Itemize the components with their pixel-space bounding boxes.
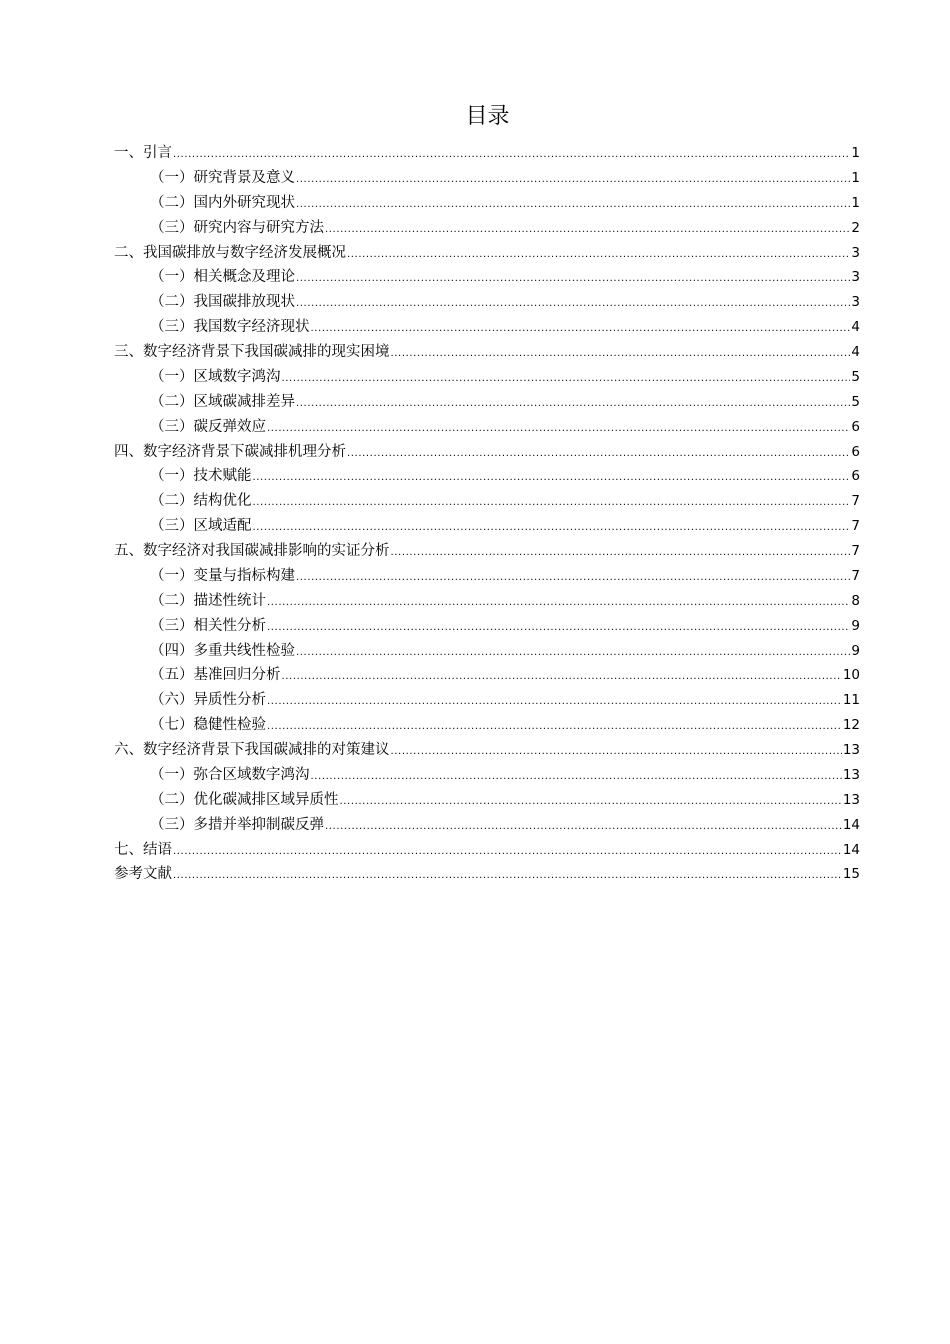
toc-page-number: 7 xyxy=(851,543,860,559)
toc-entry-section[interactable] xyxy=(114,564,860,589)
toc-entry-chapter[interactable] xyxy=(114,539,860,564)
toc-page-number: 3 xyxy=(851,244,860,261)
toc-entry-text: （一）区域数字鸿沟 xyxy=(150,368,281,385)
toc-page-number: 6 xyxy=(851,443,860,460)
toc-page-number: 2 xyxy=(851,219,860,236)
toc-page-number: 5 xyxy=(851,368,860,385)
toc-entry-chapter[interactable] xyxy=(114,862,860,887)
toc-entry-text: （四）多重共线性检验 xyxy=(150,642,295,659)
toc-entry-text: （一）变量与指标构建 xyxy=(150,567,295,584)
toc-dot-leader xyxy=(311,317,851,342)
toc-entry-section[interactable] xyxy=(114,614,860,639)
toc-entry-section[interactable] xyxy=(114,489,860,514)
toc-entry-section[interactable] xyxy=(114,514,860,539)
toc-entry-chapter[interactable] xyxy=(114,340,860,365)
toc-dot-leader xyxy=(173,864,842,889)
toc-entry-text: （二）我国碳排放现状 xyxy=(150,294,295,311)
toc-entry-text: 一、引言 xyxy=(114,145,172,161)
toc-dot-leader xyxy=(340,790,842,815)
toc-entry-section[interactable] xyxy=(114,713,860,738)
toc-entry-chapter[interactable] xyxy=(114,440,860,465)
toc-entry-text: 五、数字经济对我国碳减排影响的实证分析 xyxy=(114,543,390,559)
toc-dot-leader xyxy=(296,392,850,417)
toc-dot-leader xyxy=(267,616,850,641)
toc-page-number: 10 xyxy=(842,667,860,684)
toc-dot-leader xyxy=(391,740,842,765)
toc-entry-chapter[interactable] xyxy=(114,141,860,166)
toc-page-number: 6 xyxy=(851,418,860,435)
toc-entry-text: （一）研究背景及意义 xyxy=(150,169,295,186)
toc-page-number: 3 xyxy=(851,294,860,311)
toc-page-number: 5 xyxy=(851,393,860,410)
toc-entry-section[interactable] xyxy=(114,813,860,838)
toc-dot-leader xyxy=(253,516,851,541)
toc-entry-text: （一）弥合区域数字鸿沟 xyxy=(150,766,310,783)
toc-page-number: 7 xyxy=(851,493,860,510)
toc-entry-text: （三）相关性分析 xyxy=(150,617,266,634)
toc-entry-text: （七）稳健性检验 xyxy=(150,717,266,734)
toc-entry-section[interactable] xyxy=(114,191,860,216)
toc-entry-section[interactable] xyxy=(114,788,860,813)
toc-page-number: 15 xyxy=(842,866,860,883)
toc-page-number: 11 xyxy=(842,692,860,709)
toc-entry-text: 六、数字经济背景下我国碳减排的对策建议 xyxy=(114,742,390,758)
toc-entry-section[interactable] xyxy=(114,589,860,614)
toc-page-number: 12 xyxy=(842,717,860,734)
toc-entry-section[interactable] xyxy=(114,464,860,489)
toc-entry-text: （六）异质性分析 xyxy=(150,692,266,709)
toc-entry-text: （二）描述性统计 xyxy=(150,592,266,609)
toc-page-number: 14 xyxy=(842,841,860,858)
toc-entry-section[interactable] xyxy=(114,315,860,340)
toc-entry-text: 参考文献 xyxy=(114,866,172,883)
toc-page-number: 6 xyxy=(851,468,860,485)
toc-entry-text: （五）基准回归分析 xyxy=(150,667,281,684)
toc-entry-chapter[interactable] xyxy=(114,241,860,266)
toc-dot-leader xyxy=(391,342,851,367)
toc-list xyxy=(114,141,860,887)
toc-page-number: 9 xyxy=(851,642,860,659)
toc-page-number: 8 xyxy=(851,592,860,609)
toc-dot-leader xyxy=(391,541,851,566)
toc-entry-text: （三）区域适配 xyxy=(150,518,252,535)
toc-page-number: 13 xyxy=(842,766,860,783)
toc-entry-text: （一）技术赋能 xyxy=(150,468,252,485)
toc-entry-section[interactable] xyxy=(114,365,860,390)
toc-entry-text: （三）多措并举抑制碳反弹 xyxy=(150,816,324,833)
toc-page-number: 9 xyxy=(851,617,860,634)
toc-entry-text: 二、我国碳排放与数字经济发展概况 xyxy=(114,244,346,261)
toc-dot-leader xyxy=(267,715,842,740)
toc-page-number: 1 xyxy=(851,145,860,161)
toc-dot-leader xyxy=(325,218,850,243)
toc-entry-text: 七、结语 xyxy=(114,841,172,858)
toc-dot-leader xyxy=(173,143,850,168)
toc-entry-text: （二）国内外研究现状 xyxy=(150,194,295,211)
toc-entry-text: 三、数字经济背景下我国碳减排的现实困境 xyxy=(114,344,390,360)
toc-entry-text: （二）结构优化 xyxy=(150,493,252,510)
toc-dot-leader xyxy=(347,442,850,467)
toc-page-number: 7 xyxy=(851,567,860,584)
toc-dot-leader xyxy=(296,292,850,317)
toc-page-number: 4 xyxy=(851,319,860,336)
toc-dot-leader xyxy=(296,641,850,666)
toc-page-number: 1 xyxy=(851,169,860,186)
toc-dot-leader xyxy=(311,765,842,790)
toc-page-number: 13 xyxy=(842,791,860,808)
toc-page-number: 14 xyxy=(842,816,860,833)
toc-entry-text: （一）相关概念及理论 xyxy=(150,269,295,286)
toc-entry-section[interactable] xyxy=(114,763,860,788)
toc-dot-leader xyxy=(282,367,851,392)
toc-dot-leader xyxy=(267,591,850,616)
toc-entry-chapter[interactable] xyxy=(114,838,860,863)
toc-entry-text: （三）研究内容与研究方法 xyxy=(150,219,324,236)
toc-entry-section[interactable] xyxy=(114,390,860,415)
toc-entry-section[interactable] xyxy=(114,688,860,713)
toc-entry-text: （二）区域碳减排差异 xyxy=(150,393,295,410)
toc-entry-text: （三）我国数字经济现状 xyxy=(150,319,310,336)
toc-page-number: 4 xyxy=(851,344,860,360)
toc-dot-leader xyxy=(173,840,842,865)
toc-dot-leader xyxy=(253,491,851,516)
toc-dot-leader xyxy=(296,267,850,292)
toc-dot-leader xyxy=(296,566,850,591)
toc-dot-leader xyxy=(325,815,842,840)
toc-entry-section[interactable] xyxy=(114,639,860,664)
toc-title: 目录 xyxy=(465,104,510,129)
toc-entry-text: （二）优化碳减排区域异质性 xyxy=(150,791,339,808)
toc-dot-leader xyxy=(267,417,850,442)
toc-entry-section[interactable] xyxy=(114,290,860,315)
toc-dot-leader xyxy=(347,243,850,268)
toc-page-number: 7 xyxy=(851,518,860,535)
toc-entry-section[interactable] xyxy=(114,663,860,688)
toc-dot-leader xyxy=(296,168,850,193)
toc-page-number: 13 xyxy=(842,742,860,758)
toc-entry-text: 四、数字经济背景下碳减排机理分析 xyxy=(114,443,346,460)
toc-entry-section[interactable] xyxy=(114,415,860,440)
toc-entry-section[interactable] xyxy=(114,216,860,241)
toc-entry-text: （三）碳反弹效应 xyxy=(150,418,266,435)
toc-entry-section[interactable] xyxy=(114,265,860,290)
toc-page-number: 3 xyxy=(851,269,860,286)
toc-dot-leader xyxy=(282,665,842,690)
toc-entry-chapter[interactable] xyxy=(114,738,860,763)
toc-entry-section[interactable] xyxy=(114,166,860,191)
toc-dot-leader xyxy=(267,690,842,715)
toc-page-number: 1 xyxy=(851,194,860,211)
toc-dot-leader xyxy=(253,466,851,491)
toc-dot-leader xyxy=(296,193,850,218)
